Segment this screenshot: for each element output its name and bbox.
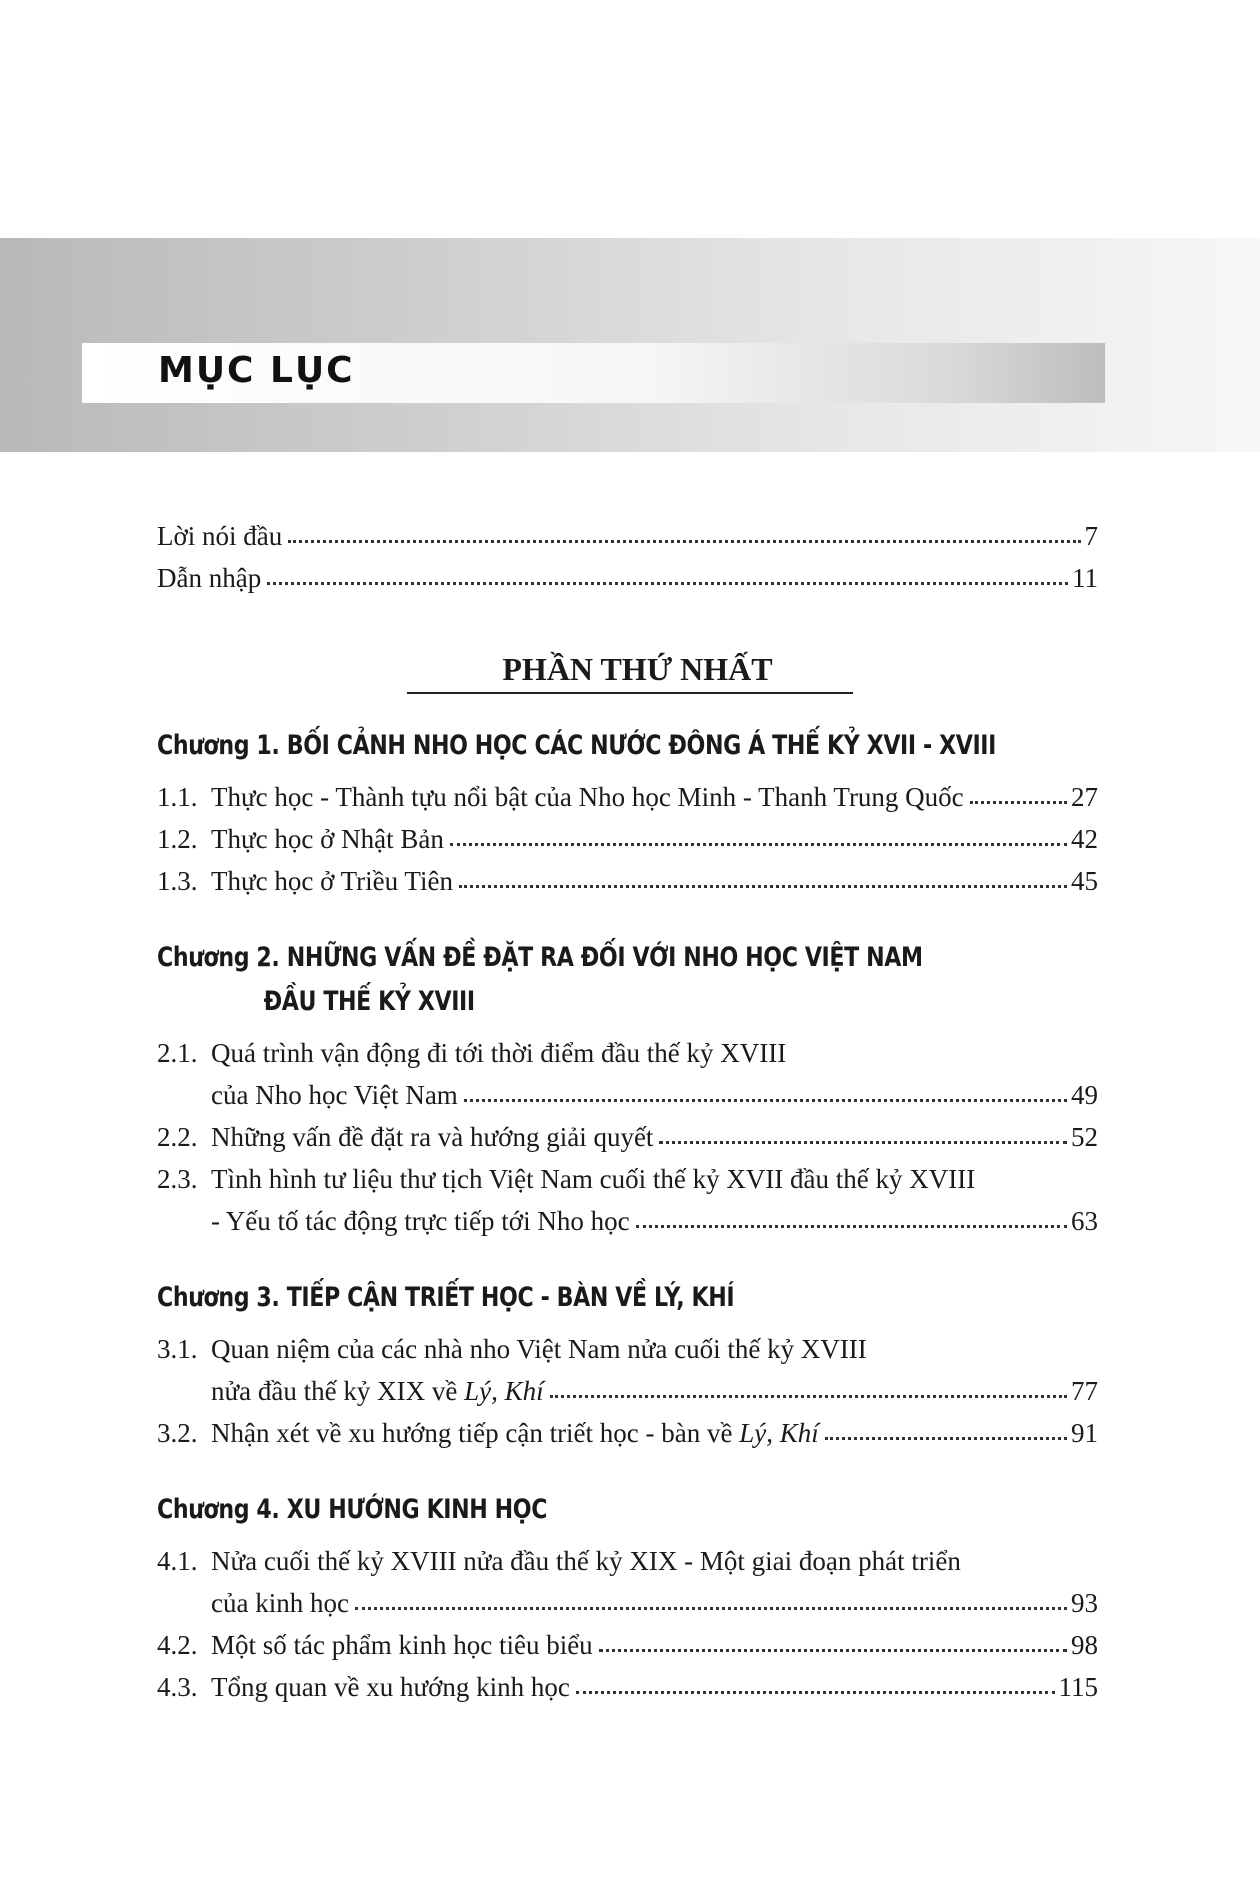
toc-entry-2-2[interactable] <box>157 1116 1098 1158</box>
dot-leader <box>659 1139 1067 1144</box>
toc-entry-preface[interactable] <box>157 515 1098 557</box>
toc-entry-text: Một số tác phẩm kinh học tiêu biểu <box>211 1630 593 1660</box>
toc-page-number: 77 <box>1071 1376 1098 1406</box>
toc-page-number: 91 <box>1071 1418 1098 1448</box>
dot-leader <box>355 1605 1067 1610</box>
toc-page-number: 52 <box>1071 1122 1098 1152</box>
toc-page-number: 115 <box>1058 1672 1098 1702</box>
chapter-3-title: Chương 3. TIẾP CẬN TRIẾT HỌC - BÀN VỀ LÝ, KHÍ <box>157 1282 735 1313</box>
toc-entry-number: 3.2. <box>157 1418 198 1448</box>
toc-entry-number: 4.3. <box>157 1672 198 1702</box>
toc-entry-3-1[interactable] <box>157 1370 1098 1412</box>
toc-entry-1-3[interactable] <box>157 860 1098 902</box>
toc-page-number: 11 <box>1072 563 1098 593</box>
toc-entry-number: 1.3. <box>157 866 198 896</box>
toc-entry-number: 2.2. <box>157 1122 198 1152</box>
toc-entry-number: 3.1. <box>157 1334 198 1364</box>
toc-page-number: 42 <box>1071 824 1098 854</box>
part-title: PHẦN THỨ NHẤT <box>502 651 773 687</box>
toc-entry-2-1[interactable] <box>157 1074 1098 1116</box>
dot-leader <box>825 1435 1067 1440</box>
toc-entry-4-3[interactable] <box>157 1666 1098 1708</box>
dot-leader <box>970 799 1067 804</box>
toc-entry-text: Lời nói đầu <box>157 521 283 551</box>
toc-entry-text: Tổng quan về xu hướng kinh học <box>211 1672 570 1702</box>
toc-page-number: 45 <box>1071 866 1098 896</box>
dot-leader <box>636 1223 1067 1228</box>
toc-entry-text: Thực học ở Nhật Bản <box>211 824 444 854</box>
title-bar <box>82 343 1105 403</box>
toc-entry-text: Thực học ở Triều Tiên <box>211 866 453 896</box>
toc-page-number: 49 <box>1071 1080 1098 1110</box>
chapter-2-title: Chương 2. NHỮNG VẤN ĐỀ ĐẶT RA ĐỐI VỚI NHO HỌC VIỆT NAM <box>157 942 923 973</box>
toc-entry-text: Tình hình tư liệu thư tịch Việt Nam cuối thế kỷ XVII đầu thế kỷ XVIII <box>211 1164 976 1194</box>
toc-page-number: 7 <box>1084 521 1098 551</box>
dot-leader <box>599 1647 1067 1652</box>
dot-leader <box>267 580 1068 585</box>
toc-entry-3-1-first-line[interactable] <box>157 1328 1098 1370</box>
page-title: MỤC LỤC <box>158 350 355 391</box>
toc-entry-text: Quan niệm của các nhà nho Việt Nam nửa cuối thế kỷ XVIII <box>211 1334 867 1364</box>
dot-leader <box>464 1097 1067 1102</box>
toc-page-number: 27 <box>1071 782 1098 812</box>
toc <box>157 515 1098 1708</box>
toc-entry-text: Thực học - Thành tựu nổi bật của Nho học Minh - Thanh Trung Quốc <box>211 782 964 812</box>
toc-entry-4-1-first-line[interactable] <box>157 1540 1098 1582</box>
toc-entry-number: 2.1. <box>157 1038 198 1068</box>
toc-entry-introduction[interactable] <box>157 557 1098 599</box>
part-divider <box>407 692 853 694</box>
toc-page-number: 93 <box>1071 1588 1098 1618</box>
toc-entry-4-1[interactable] <box>157 1582 1098 1624</box>
dot-leader <box>450 841 1067 846</box>
toc-entry-2-3-first-line[interactable] <box>157 1158 1098 1200</box>
toc-entry-2-3[interactable] <box>157 1200 1098 1242</box>
chapter-1-title: Chương 1. BỐI CẢNH NHO HỌC CÁC NƯỚC ĐÔNG Á THẾ KỶ XVII - XVIII <box>157 730 996 761</box>
toc-entry-text: Dẫn nhập <box>157 563 262 593</box>
toc-entry-text: Những vấn đề đặt ra và hướng giải quyết <box>211 1122 654 1152</box>
dot-leader <box>576 1689 1055 1694</box>
toc-entry-number: 1.2. <box>157 824 198 854</box>
toc-entry-text: - Yếu tố tác động trực tiếp tới Nho học <box>211 1206 630 1236</box>
toc-entry-text: Nửa cuối thế kỷ XVIII nửa đầu thế kỷ XIX - Một giai đoạn phát triển <box>211 1546 961 1576</box>
toc-entry-emphasis: Lý, Khí <box>739 1418 819 1448</box>
toc-page-number: 98 <box>1071 1630 1098 1660</box>
toc-entry-text: của Nho học Việt Nam <box>211 1080 458 1110</box>
toc-entry-number: 4.1. <box>157 1546 198 1576</box>
toc-entry-4-2[interactable] <box>157 1624 1098 1666</box>
chapter-4-title: Chương 4. XU HƯỚNG KINH HỌC <box>157 1494 548 1525</box>
toc-entry-emphasis: Lý, Khí <box>464 1376 544 1406</box>
dot-leader <box>550 1393 1067 1398</box>
toc-page-number: 63 <box>1071 1206 1098 1236</box>
toc-entry-text: Quá trình vận động đi tới thời điểm đầu thế kỷ XVIII <box>211 1038 787 1068</box>
toc-entry-1-1[interactable] <box>157 776 1098 818</box>
dot-leader <box>459 883 1067 888</box>
toc-entry-text: của kinh học <box>211 1588 349 1618</box>
toc-entry-2-1-first-line[interactable] <box>157 1032 1098 1074</box>
toc-entry-text: nửa đầu thế kỷ XIX về Lý, Khí <box>211 1376 544 1406</box>
toc-entry-text: Nhận xét về xu hướng tiếp cận triết học - bàn về Lý, Khí <box>211 1418 819 1448</box>
toc-entry-1-2[interactable] <box>157 818 1098 860</box>
dot-leader <box>288 538 1080 543</box>
chapter-2-title-cont: ĐẦU THẾ KỶ XVIII <box>263 986 475 1017</box>
toc-entry-number: 2.3. <box>157 1164 198 1194</box>
toc-entry-3-2[interactable] <box>157 1412 1098 1454</box>
toc-entry-number: 1.1. <box>157 782 198 812</box>
toc-entry-number: 4.2. <box>157 1630 198 1660</box>
